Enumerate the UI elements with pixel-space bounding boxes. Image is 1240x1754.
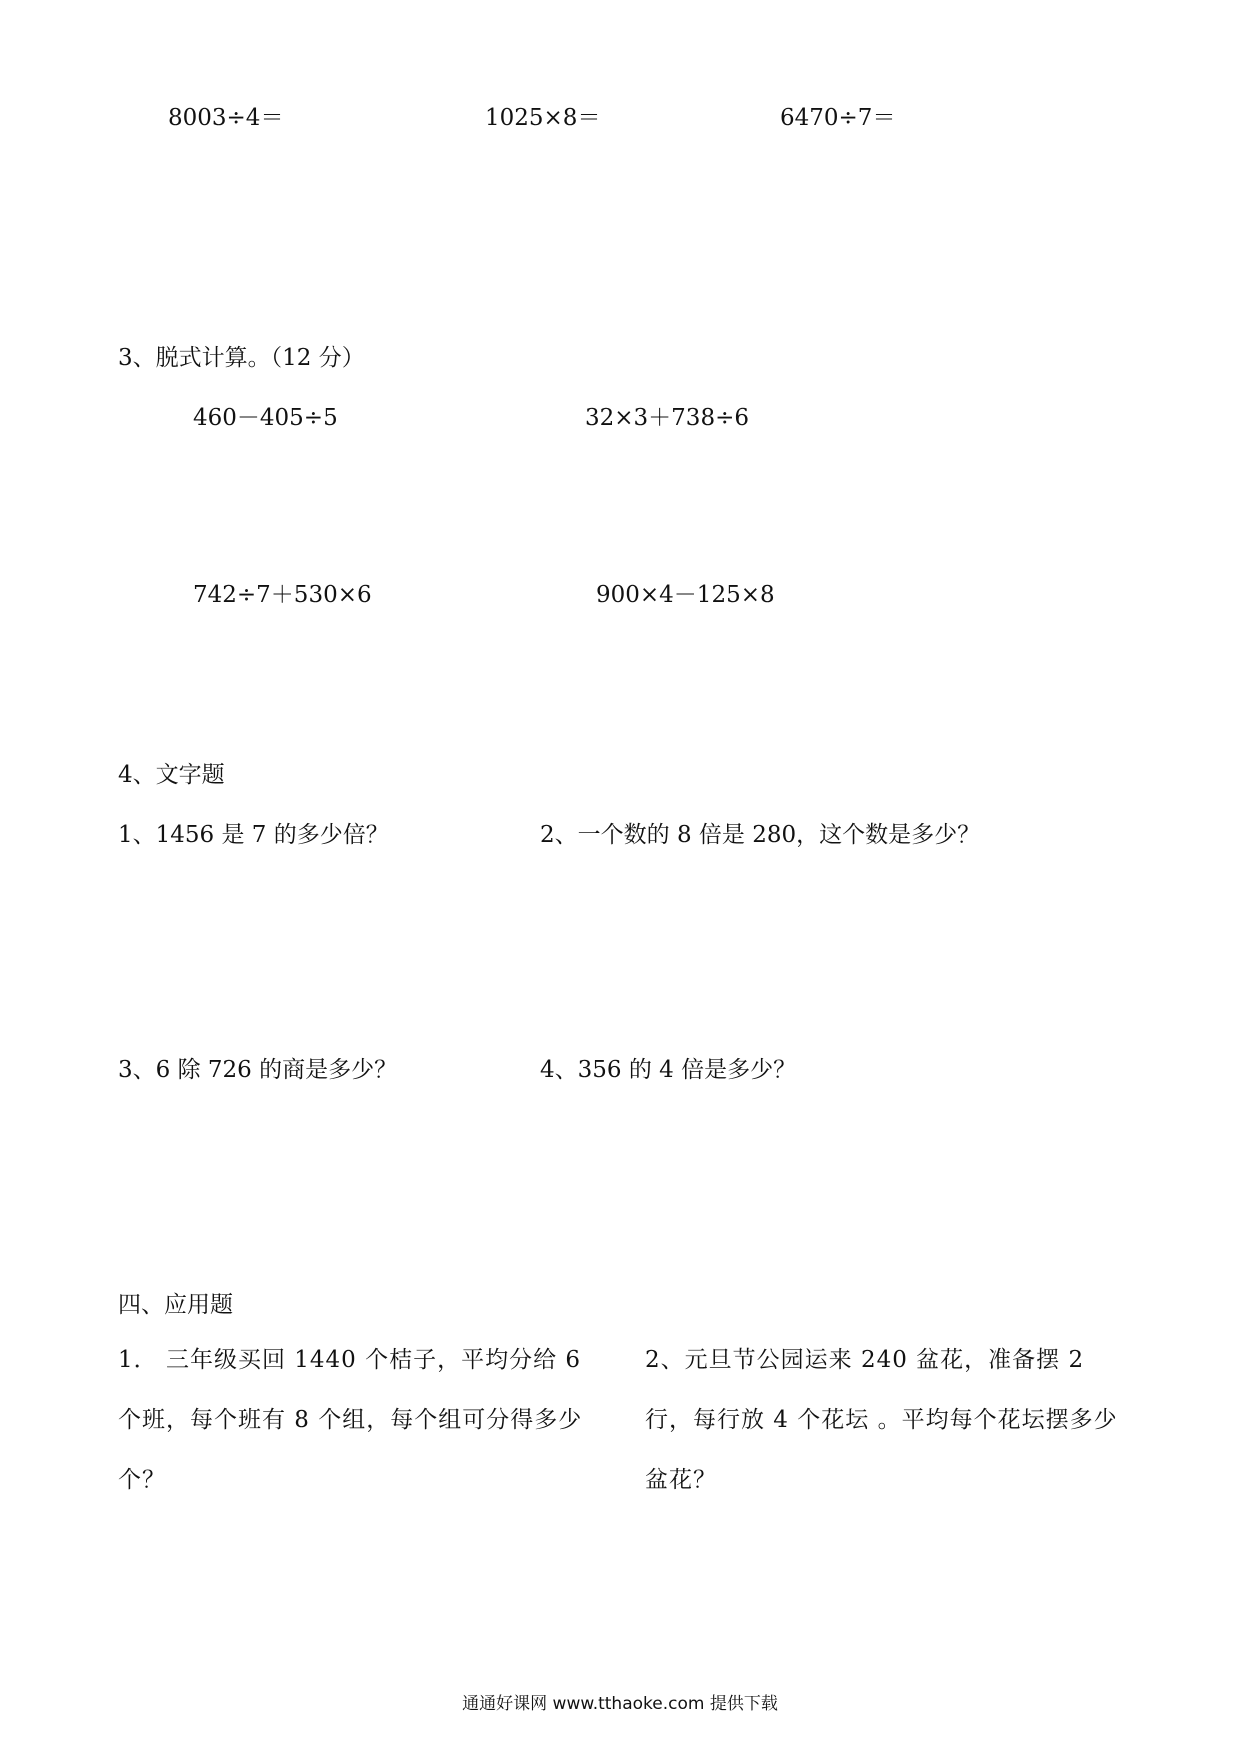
step-calc-3: 742÷7＋530×6 [193, 582, 372, 608]
section-3-title: 3、脱式计算。（12 分） [118, 345, 365, 371]
word-problem-3: 3、6 除 726 的商是多少？ [118, 1057, 398, 1083]
word-problem-2: 2、一个数的 8 倍是 280，这个数是多少？ [540, 822, 981, 848]
calc-item-1: 8003÷4＝ [168, 105, 284, 131]
calc-item-3: 6470÷7＝ [780, 105, 896, 131]
calc-item-2: 1025×8＝ [485, 105, 601, 131]
section-4-title: 4、文字题 [118, 762, 225, 788]
step-calc-4: 900×4－125×8 [596, 582, 775, 608]
step-calc-2: 32×3＋738÷6 [585, 405, 749, 431]
word-problem-4: 4、356 的 4 倍是多少？ [540, 1057, 797, 1083]
application-title: 四、应用题 [118, 1292, 233, 1318]
step-calc-1: 460－405÷5 [193, 405, 338, 431]
application-problem-2: 2、元旦节公园运来 240 盆花，准备摆 2 行，每行放 4 个花坛 。平均每个花坛摆多少盆花？ [645, 1347, 1118, 1493]
page-footer: 通通好课网 www.tthaoke.com 提供下载 [462, 1694, 778, 1714]
application-problem-1: 1． 三年级买回 1440 个桔子，平均分给 6 个班，每个班有 8 个组，每个组可分得多少个？ [118, 1347, 583, 1493]
word-problem-1: 1、1456 是 7 的多少倍？ [118, 822, 389, 848]
